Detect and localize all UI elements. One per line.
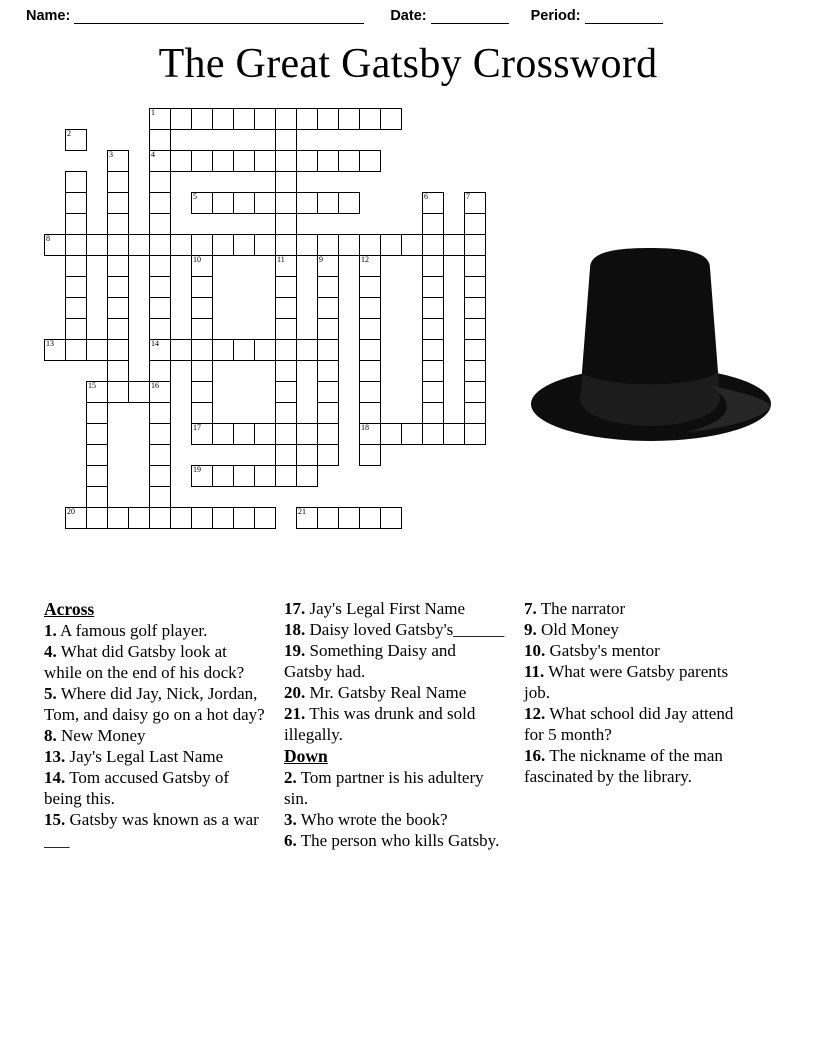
clue-item bbox=[44, 683, 267, 725]
clue-number: 17. bbox=[284, 599, 306, 618]
grid-cell[interactable] bbox=[65, 276, 87, 298]
grid-cell[interactable] bbox=[338, 507, 360, 529]
grid-cell-number: 4 bbox=[151, 150, 155, 159]
grid-cell[interactable] bbox=[212, 108, 234, 130]
grid-cell-number: 18 bbox=[361, 423, 369, 432]
grid-cell-number: 9 bbox=[319, 255, 323, 264]
grid-cell[interactable] bbox=[191, 276, 213, 298]
grid-cell[interactable] bbox=[233, 234, 255, 256]
grid-cell[interactable] bbox=[275, 402, 297, 424]
clue-item bbox=[44, 725, 267, 746]
grid-cell[interactable] bbox=[443, 423, 465, 445]
grid-cell[interactable] bbox=[317, 255, 339, 277]
grid-cell[interactable] bbox=[149, 213, 171, 235]
grid-cell[interactable] bbox=[422, 192, 444, 214]
grid-cell[interactable] bbox=[170, 234, 192, 256]
grid-cell[interactable] bbox=[191, 297, 213, 319]
grid-cell-number: 16 bbox=[151, 381, 159, 390]
grid-cell[interactable] bbox=[149, 339, 171, 361]
grid-cell[interactable] bbox=[191, 402, 213, 424]
name-label: Name: bbox=[26, 8, 71, 24]
grid-cell[interactable] bbox=[107, 276, 129, 298]
down-clues-part1 bbox=[284, 767, 507, 851]
grid-cell-number: 17 bbox=[193, 423, 201, 432]
grid-cell[interactable] bbox=[212, 339, 234, 361]
grid-cell[interactable] bbox=[380, 108, 402, 130]
grid-cell[interactable] bbox=[296, 150, 318, 172]
clue-item bbox=[44, 809, 267, 851]
grid-cell[interactable] bbox=[107, 171, 129, 193]
grid-cell[interactable] bbox=[359, 381, 381, 403]
clue-item bbox=[524, 745, 747, 787]
grid-cell[interactable] bbox=[317, 150, 339, 172]
grid-cell[interactable] bbox=[86, 423, 108, 445]
grid-cell[interactable] bbox=[233, 423, 255, 445]
clue-number: 10. bbox=[524, 641, 546, 660]
clue-number: 12. bbox=[524, 704, 546, 723]
grid-cell[interactable] bbox=[86, 402, 108, 424]
grid-cell[interactable] bbox=[359, 108, 381, 130]
grid-cell[interactable] bbox=[464, 213, 486, 235]
grid-cell[interactable] bbox=[317, 339, 339, 361]
grid-cell-number: 2 bbox=[67, 129, 71, 138]
grid-cell[interactable] bbox=[359, 339, 381, 361]
grid-cell[interactable] bbox=[86, 381, 108, 403]
grid-cell[interactable] bbox=[380, 234, 402, 256]
grid-cell[interactable] bbox=[296, 507, 318, 529]
grid-cell-number: 3 bbox=[109, 150, 113, 159]
grid-cell[interactable] bbox=[107, 381, 129, 403]
clue-text: A famous golf player. bbox=[56, 621, 208, 640]
grid-cell[interactable] bbox=[149, 360, 171, 382]
grid-cell[interactable] bbox=[107, 297, 129, 319]
grid-cell[interactable] bbox=[275, 423, 297, 445]
grid-cell[interactable] bbox=[464, 297, 486, 319]
clue-number: 15. bbox=[44, 810, 66, 829]
clue-text: This was drunk and sold illegally. bbox=[284, 704, 476, 744]
grid-cell[interactable] bbox=[233, 150, 255, 172]
clue-text: Something Daisy and Gatsby had. bbox=[284, 641, 456, 681]
grid-cell[interactable] bbox=[464, 360, 486, 382]
grid-cell[interactable] bbox=[233, 465, 255, 487]
grid-cell[interactable] bbox=[107, 360, 129, 382]
grid-cell[interactable] bbox=[254, 150, 276, 172]
date-label: Date: bbox=[390, 8, 427, 24]
grid-cell[interactable] bbox=[275, 465, 297, 487]
grid-cell[interactable] bbox=[275, 213, 297, 235]
grid-cell[interactable] bbox=[275, 129, 297, 151]
grid-cell[interactable] bbox=[212, 423, 234, 445]
clue-number: 3. bbox=[284, 810, 297, 829]
grid-cell[interactable] bbox=[107, 507, 129, 529]
grid-cell[interactable] bbox=[359, 423, 381, 445]
grid-cell[interactable] bbox=[359, 234, 381, 256]
clue-item bbox=[44, 746, 267, 767]
clue-column-3 bbox=[524, 598, 757, 978]
across-clues-part2 bbox=[284, 598, 507, 745]
clue-item bbox=[284, 809, 507, 830]
clue-item bbox=[284, 830, 507, 851]
grid-cell[interactable] bbox=[149, 276, 171, 298]
grid-cell[interactable] bbox=[65, 171, 87, 193]
grid-cell[interactable] bbox=[464, 423, 486, 445]
grid-cell[interactable] bbox=[275, 276, 297, 298]
grid-cell[interactable] bbox=[296, 339, 318, 361]
clue-item bbox=[284, 703, 507, 745]
grid-cell[interactable] bbox=[149, 108, 171, 130]
clue-number: 7. bbox=[524, 599, 537, 618]
grid-cell[interactable] bbox=[296, 108, 318, 130]
grid-cell[interactable] bbox=[149, 171, 171, 193]
clue-number: 16. bbox=[524, 746, 546, 765]
grid-cell[interactable] bbox=[65, 213, 87, 235]
grid-cell[interactable] bbox=[359, 255, 381, 277]
grid-cell[interactable] bbox=[275, 318, 297, 340]
clue-item bbox=[524, 619, 747, 640]
clue-number: 8. bbox=[44, 726, 57, 745]
grid-cell[interactable] bbox=[275, 234, 297, 256]
clue-item bbox=[44, 620, 267, 641]
grid-cell[interactable] bbox=[86, 234, 108, 256]
grid-cell[interactable] bbox=[317, 108, 339, 130]
grid-cell[interactable] bbox=[191, 339, 213, 361]
grid-cell[interactable] bbox=[401, 423, 423, 445]
grid-cell[interactable] bbox=[275, 360, 297, 382]
grid-cell[interactable] bbox=[338, 150, 360, 172]
grid-cell[interactable] bbox=[170, 339, 192, 361]
across-heading: Across bbox=[44, 599, 95, 619]
grid-cell[interactable] bbox=[149, 318, 171, 340]
grid-cell[interactable] bbox=[296, 192, 318, 214]
grid-cell[interactable] bbox=[296, 465, 318, 487]
grid-cell[interactable] bbox=[107, 255, 129, 277]
grid-cell[interactable] bbox=[65, 129, 87, 151]
clue-item bbox=[524, 703, 747, 745]
grid-cell[interactable] bbox=[464, 255, 486, 277]
clue-text: Jay's Legal Last Name bbox=[65, 747, 224, 766]
grid-cell[interactable] bbox=[422, 339, 444, 361]
grid-cell[interactable] bbox=[422, 297, 444, 319]
grid-cell[interactable] bbox=[191, 318, 213, 340]
date-field[interactable] bbox=[431, 10, 509, 24]
grid-cell[interactable] bbox=[317, 423, 339, 445]
grid-cell[interactable] bbox=[254, 234, 276, 256]
grid-cell[interactable] bbox=[233, 108, 255, 130]
grid-cell[interactable] bbox=[464, 402, 486, 424]
grid-cell[interactable] bbox=[254, 507, 276, 529]
grid-cell[interactable] bbox=[317, 234, 339, 256]
grid-cell[interactable] bbox=[317, 192, 339, 214]
clue-column-2 bbox=[284, 598, 517, 978]
grid-cell[interactable] bbox=[317, 297, 339, 319]
grid-cell-number: 13 bbox=[46, 339, 54, 348]
grid-cell[interactable] bbox=[233, 192, 255, 214]
grid-cell[interactable] bbox=[212, 234, 234, 256]
clue-number: 18. bbox=[284, 620, 306, 639]
clue-number: 1. bbox=[44, 621, 57, 640]
grid-cell-number: 8 bbox=[46, 234, 50, 243]
clue-number: 14. bbox=[44, 768, 66, 787]
clue-column-1 bbox=[44, 598, 277, 978]
clue-text: Mr. Gatsby Real Name bbox=[305, 683, 467, 702]
grid-cell[interactable] bbox=[233, 339, 255, 361]
clue-text: What were Gatsby parents job. bbox=[524, 662, 729, 702]
grid-cell[interactable] bbox=[149, 234, 171, 256]
grid-cell[interactable] bbox=[191, 150, 213, 172]
grid-cell[interactable] bbox=[191, 423, 213, 445]
grid-cell[interactable] bbox=[254, 192, 276, 214]
grid-cell[interactable] bbox=[149, 507, 171, 529]
grid-cell[interactable] bbox=[191, 381, 213, 403]
clue-item bbox=[44, 767, 267, 809]
grid-cell[interactable] bbox=[317, 444, 339, 466]
grid-cell[interactable] bbox=[44, 234, 66, 256]
grid-cell[interactable] bbox=[212, 192, 234, 214]
clue-number: 5. bbox=[44, 684, 57, 703]
grid-cell[interactable] bbox=[422, 234, 444, 256]
grid-cell[interactable] bbox=[65, 339, 87, 361]
grid-cell[interactable] bbox=[359, 444, 381, 466]
clue-number: 9. bbox=[524, 620, 537, 639]
grid-cell[interactable] bbox=[212, 150, 234, 172]
grid-cell[interactable] bbox=[149, 423, 171, 445]
grid-cell[interactable] bbox=[149, 444, 171, 466]
grid-cell[interactable] bbox=[65, 507, 87, 529]
clue-text: The person who kills Gatsby. bbox=[296, 831, 500, 850]
grid-cell[interactable] bbox=[422, 402, 444, 424]
grid-cell[interactable] bbox=[86, 486, 108, 508]
grid-cell[interactable] bbox=[275, 381, 297, 403]
grid-cell[interactable] bbox=[422, 276, 444, 298]
grid-cell[interactable] bbox=[107, 234, 129, 256]
clue-text: Old Money bbox=[536, 620, 619, 639]
grid-cell[interactable] bbox=[170, 507, 192, 529]
grid-cell[interactable] bbox=[254, 465, 276, 487]
grid-cell[interactable] bbox=[149, 486, 171, 508]
grid-cell[interactable] bbox=[464, 381, 486, 403]
grid-cell[interactable] bbox=[317, 318, 339, 340]
grid-cell[interactable] bbox=[86, 444, 108, 466]
grid-cell[interactable] bbox=[191, 108, 213, 130]
grid-cell[interactable] bbox=[86, 465, 108, 487]
grid-cell[interactable] bbox=[65, 255, 87, 277]
clue-item bbox=[284, 767, 507, 809]
clue-item bbox=[524, 640, 747, 661]
grid-cell[interactable] bbox=[422, 381, 444, 403]
grid-cell[interactable] bbox=[107, 150, 129, 172]
grid-cell[interactable] bbox=[317, 402, 339, 424]
grid-cell[interactable] bbox=[254, 339, 276, 361]
grid-cell-number: 5 bbox=[193, 192, 197, 201]
clue-text: New Money bbox=[56, 726, 146, 745]
clue-item bbox=[284, 619, 507, 640]
grid-cell[interactable] bbox=[317, 507, 339, 529]
grid-cell-number: 15 bbox=[88, 381, 96, 390]
crossword-grid[interactable] bbox=[44, 108, 514, 590]
grid-cell-number: 7 bbox=[466, 192, 470, 201]
period-label: Period: bbox=[530, 8, 581, 24]
grid-cell[interactable] bbox=[338, 192, 360, 214]
down-clues-part2 bbox=[524, 598, 747, 787]
grid-cell[interactable] bbox=[359, 318, 381, 340]
grid-cell[interactable] bbox=[422, 360, 444, 382]
grid-cell[interactable] bbox=[464, 276, 486, 298]
grid-cell[interactable] bbox=[212, 465, 234, 487]
grid-cell[interactable] bbox=[254, 423, 276, 445]
grid-cell-number: 11 bbox=[277, 255, 285, 264]
grid-cell[interactable] bbox=[191, 360, 213, 382]
grid-cell[interactable] bbox=[443, 234, 465, 256]
grid-cell[interactable] bbox=[422, 423, 444, 445]
grid-cell[interactable] bbox=[149, 381, 171, 403]
grid-cell[interactable] bbox=[191, 465, 213, 487]
clue-text: Where did Jay, Nick, Jordan, Tom, and daisy go on a hot day? bbox=[44, 684, 265, 724]
grid-cell[interactable] bbox=[359, 150, 381, 172]
grid-cell[interactable] bbox=[422, 255, 444, 277]
grid-cell[interactable] bbox=[275, 297, 297, 319]
grid-cell[interactable] bbox=[128, 381, 150, 403]
clue-number: 11. bbox=[524, 662, 545, 681]
across-clues-part1 bbox=[44, 620, 267, 851]
grid-cell-number: 12 bbox=[361, 255, 369, 264]
grid-cell-number: 1 bbox=[151, 108, 155, 117]
grid-cell[interactable] bbox=[65, 234, 87, 256]
clue-number: 21. bbox=[284, 704, 306, 723]
grid-cell[interactable] bbox=[107, 192, 129, 214]
grid-cell-number: 21 bbox=[298, 507, 306, 516]
clue-text: Jay's Legal First Name bbox=[305, 599, 466, 618]
clue-text: The nickname of the man fascinated by the library. bbox=[524, 746, 723, 786]
grid-cell[interactable] bbox=[128, 507, 150, 529]
grid-cell[interactable] bbox=[149, 402, 171, 424]
grid-cell[interactable] bbox=[128, 234, 150, 256]
clue-number: 4. bbox=[44, 642, 57, 661]
clue-text: Daisy loved Gatsby's______ bbox=[305, 620, 505, 639]
grid-cell[interactable] bbox=[149, 192, 171, 214]
grid-cell-number: 6 bbox=[424, 192, 428, 201]
grid-cell[interactable] bbox=[380, 507, 402, 529]
clue-item bbox=[284, 682, 507, 703]
grid-cell[interactable] bbox=[107, 213, 129, 235]
grid-cell[interactable] bbox=[317, 276, 339, 298]
grid-cell[interactable] bbox=[191, 234, 213, 256]
grid-cell-number: 20 bbox=[67, 507, 75, 516]
clue-item bbox=[284, 640, 507, 682]
grid-cell[interactable] bbox=[191, 255, 213, 277]
grid-cell[interactable] bbox=[149, 297, 171, 319]
clue-text: Gatsby's mentor bbox=[545, 641, 660, 660]
grid-cell[interactable] bbox=[464, 234, 486, 256]
grid-cell[interactable] bbox=[359, 402, 381, 424]
grid-cell[interactable] bbox=[464, 192, 486, 214]
grid-cell[interactable] bbox=[65, 297, 87, 319]
grid-cell[interactable] bbox=[149, 465, 171, 487]
grid-cell[interactable] bbox=[149, 129, 171, 151]
grid-cell[interactable] bbox=[275, 339, 297, 361]
grid-cell-number: 14 bbox=[151, 339, 159, 348]
grid-cell[interactable] bbox=[338, 234, 360, 256]
grid-cell-number: 10 bbox=[193, 255, 201, 264]
clue-item bbox=[284, 598, 507, 619]
grid-cell[interactable] bbox=[170, 108, 192, 130]
grid-cell[interactable] bbox=[191, 507, 213, 529]
clue-number: 2. bbox=[284, 768, 297, 787]
grid-cell[interactable] bbox=[359, 276, 381, 298]
grid-cell[interactable] bbox=[275, 171, 297, 193]
clue-number: 19. bbox=[284, 641, 306, 660]
grid-cell[interactable] bbox=[65, 318, 87, 340]
clue-item bbox=[524, 661, 747, 703]
grid-cell[interactable] bbox=[254, 108, 276, 130]
page-title: The Great Gatsby Crossword bbox=[158, 41, 658, 87]
clue-item bbox=[44, 641, 267, 683]
grid-cell[interactable] bbox=[107, 339, 129, 361]
grid-cell[interactable] bbox=[317, 360, 339, 382]
grid-cell[interactable] bbox=[86, 339, 108, 361]
clue-item bbox=[524, 598, 747, 619]
grid-cell[interactable] bbox=[296, 234, 318, 256]
grid-cell[interactable] bbox=[65, 192, 87, 214]
grid-cell[interactable] bbox=[191, 192, 213, 214]
grid-cell[interactable] bbox=[464, 339, 486, 361]
clue-text: Tom accused Gatsby of being this. bbox=[44, 768, 229, 808]
grid-cell[interactable] bbox=[107, 318, 129, 340]
period-field[interactable] bbox=[585, 10, 663, 24]
grid-cell[interactable] bbox=[275, 192, 297, 214]
clue-text: Tom partner is his adultery sin. bbox=[284, 768, 484, 808]
grid-cell[interactable] bbox=[149, 150, 171, 172]
clue-text: The narrator bbox=[536, 599, 626, 618]
worksheet-header bbox=[26, 2, 790, 24]
top-hat-icon bbox=[528, 246, 774, 456]
grid-cell[interactable] bbox=[233, 507, 255, 529]
grid-cell[interactable] bbox=[296, 423, 318, 445]
clue-text: What did Gatsby look at while on the end of his dock? bbox=[44, 642, 245, 682]
name-field[interactable] bbox=[74, 10, 364, 24]
grid-cell[interactable] bbox=[422, 318, 444, 340]
grid-cell[interactable] bbox=[44, 339, 66, 361]
clue-number: 20. bbox=[284, 683, 306, 702]
grid-cell[interactable] bbox=[464, 318, 486, 340]
grid-cell[interactable] bbox=[212, 507, 234, 529]
grid-cell[interactable] bbox=[401, 234, 423, 256]
grid-cell[interactable] bbox=[170, 150, 192, 172]
down-heading: Down bbox=[284, 746, 328, 766]
grid-cell[interactable] bbox=[275, 108, 297, 130]
grid-cell[interactable] bbox=[275, 444, 297, 466]
clue-text: What school did Jay attend for 5 month? bbox=[524, 704, 734, 744]
grid-cell[interactable] bbox=[149, 255, 171, 277]
grid-cell[interactable] bbox=[359, 360, 381, 382]
clue-section bbox=[44, 598, 772, 978]
grid-cell[interactable] bbox=[275, 150, 297, 172]
grid-cell[interactable] bbox=[359, 297, 381, 319]
grid-cell[interactable] bbox=[275, 255, 297, 277]
grid-cell[interactable] bbox=[338, 108, 360, 130]
grid-cell-number: 19 bbox=[193, 465, 201, 474]
grid-cell[interactable] bbox=[86, 507, 108, 529]
grid-cell[interactable] bbox=[380, 423, 402, 445]
clue-number: 6. bbox=[284, 831, 297, 850]
clue-number: 13. bbox=[44, 747, 66, 766]
clue-text: Gatsby was known as a war ___ bbox=[44, 810, 259, 850]
grid-cell[interactable] bbox=[359, 507, 381, 529]
grid-cell[interactable] bbox=[422, 213, 444, 235]
grid-cell[interactable] bbox=[317, 381, 339, 403]
clue-text: Who wrote the book? bbox=[296, 810, 448, 829]
